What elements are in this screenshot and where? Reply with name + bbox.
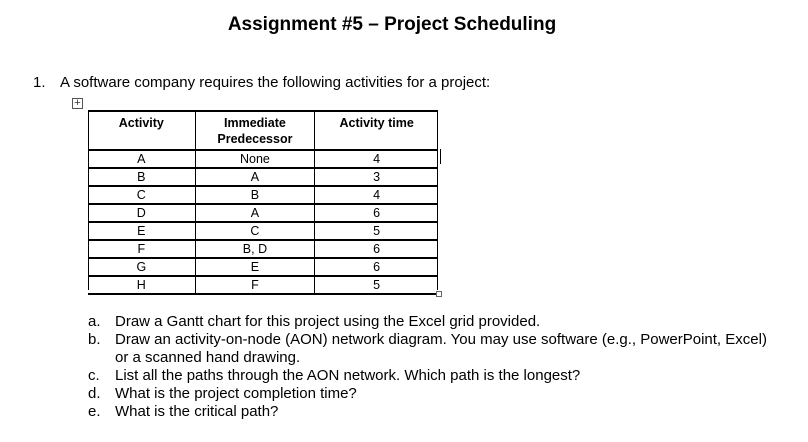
list-item: [88, 385, 768, 403]
cell-time: 6: [315, 204, 438, 222]
cell-predecessor: C: [195, 222, 315, 240]
cell-predecessor: F: [195, 276, 315, 294]
subquestion-text: What is the project completion time?: [115, 385, 357, 402]
subquestion-label: c.: [88, 367, 100, 384]
subquestion-label: b.: [88, 331, 101, 348]
cell-predecessor: E: [195, 258, 315, 276]
cell-time: 4: [315, 150, 438, 168]
subquestion-list: [88, 313, 768, 421]
header-immediate-predecessor: Immediate Predecessor: [195, 111, 315, 150]
cell-predecessor: B: [195, 186, 315, 204]
subquestion-text: Draw an activity-on-node (AON) network diagram. You may use software (e.g., PowerPoint, Excel) or a scanned hand drawing.: [115, 331, 767, 366]
subquestion-text: List all the paths through the AON network. Which path is the longest?: [115, 367, 581, 384]
question-number: 1.: [33, 74, 46, 91]
table-row: [88, 150, 438, 168]
table-row: [88, 186, 438, 204]
cell-predecessor: A: [195, 168, 315, 186]
table-row: [88, 276, 438, 294]
cell-time: 6: [315, 258, 438, 276]
cell-activity: H: [88, 276, 195, 294]
subquestion-label: a.: [88, 313, 101, 330]
subquestion-label: d.: [88, 385, 101, 402]
cell-time: 3: [315, 168, 438, 186]
table-row: [88, 240, 438, 258]
cell-predecessor: A: [195, 204, 315, 222]
cell-time: 5: [315, 222, 438, 240]
text-cursor: [440, 149, 441, 164]
cell-activity: A: [88, 150, 195, 168]
list-item: [88, 403, 768, 421]
cell-activity: C: [88, 186, 195, 204]
table-row: [88, 168, 438, 186]
table-row: [88, 204, 438, 222]
list-item: [88, 331, 768, 367]
table-header-row: [88, 111, 438, 150]
question-text: A software company requires the following activities for a project:: [60, 74, 491, 91]
cell-activity: B: [88, 168, 195, 186]
subquestion-text: Draw a Gantt chart for this project using the Excel grid provided.: [115, 313, 541, 330]
cell-activity: E: [88, 222, 195, 240]
table-move-handle-icon[interactable]: +: [72, 98, 83, 109]
table-row: [88, 258, 438, 276]
cell-time: 5: [315, 276, 438, 294]
header-activity-time: Activity time: [315, 111, 438, 150]
document-title: Assignment #5 – Project Scheduling: [227, 14, 557, 35]
subquestion-text: What is the critical path?: [115, 403, 279, 420]
activity-table: [88, 110, 438, 295]
header-activity: Activity: [88, 111, 195, 150]
cell-activity: F: [88, 240, 195, 258]
subquestion-label: e.: [88, 403, 101, 420]
list-item: [88, 367, 768, 385]
cell-predecessor: B, D: [195, 240, 315, 258]
cell-predecessor: None: [195, 150, 315, 168]
table-resize-handle[interactable]: [436, 291, 442, 297]
cell-time: 4: [315, 186, 438, 204]
cell-activity: G: [88, 258, 195, 276]
cell-activity: D: [88, 204, 195, 222]
list-item: [88, 313, 768, 331]
cell-time: 6: [315, 240, 438, 258]
table-row: [88, 222, 438, 240]
